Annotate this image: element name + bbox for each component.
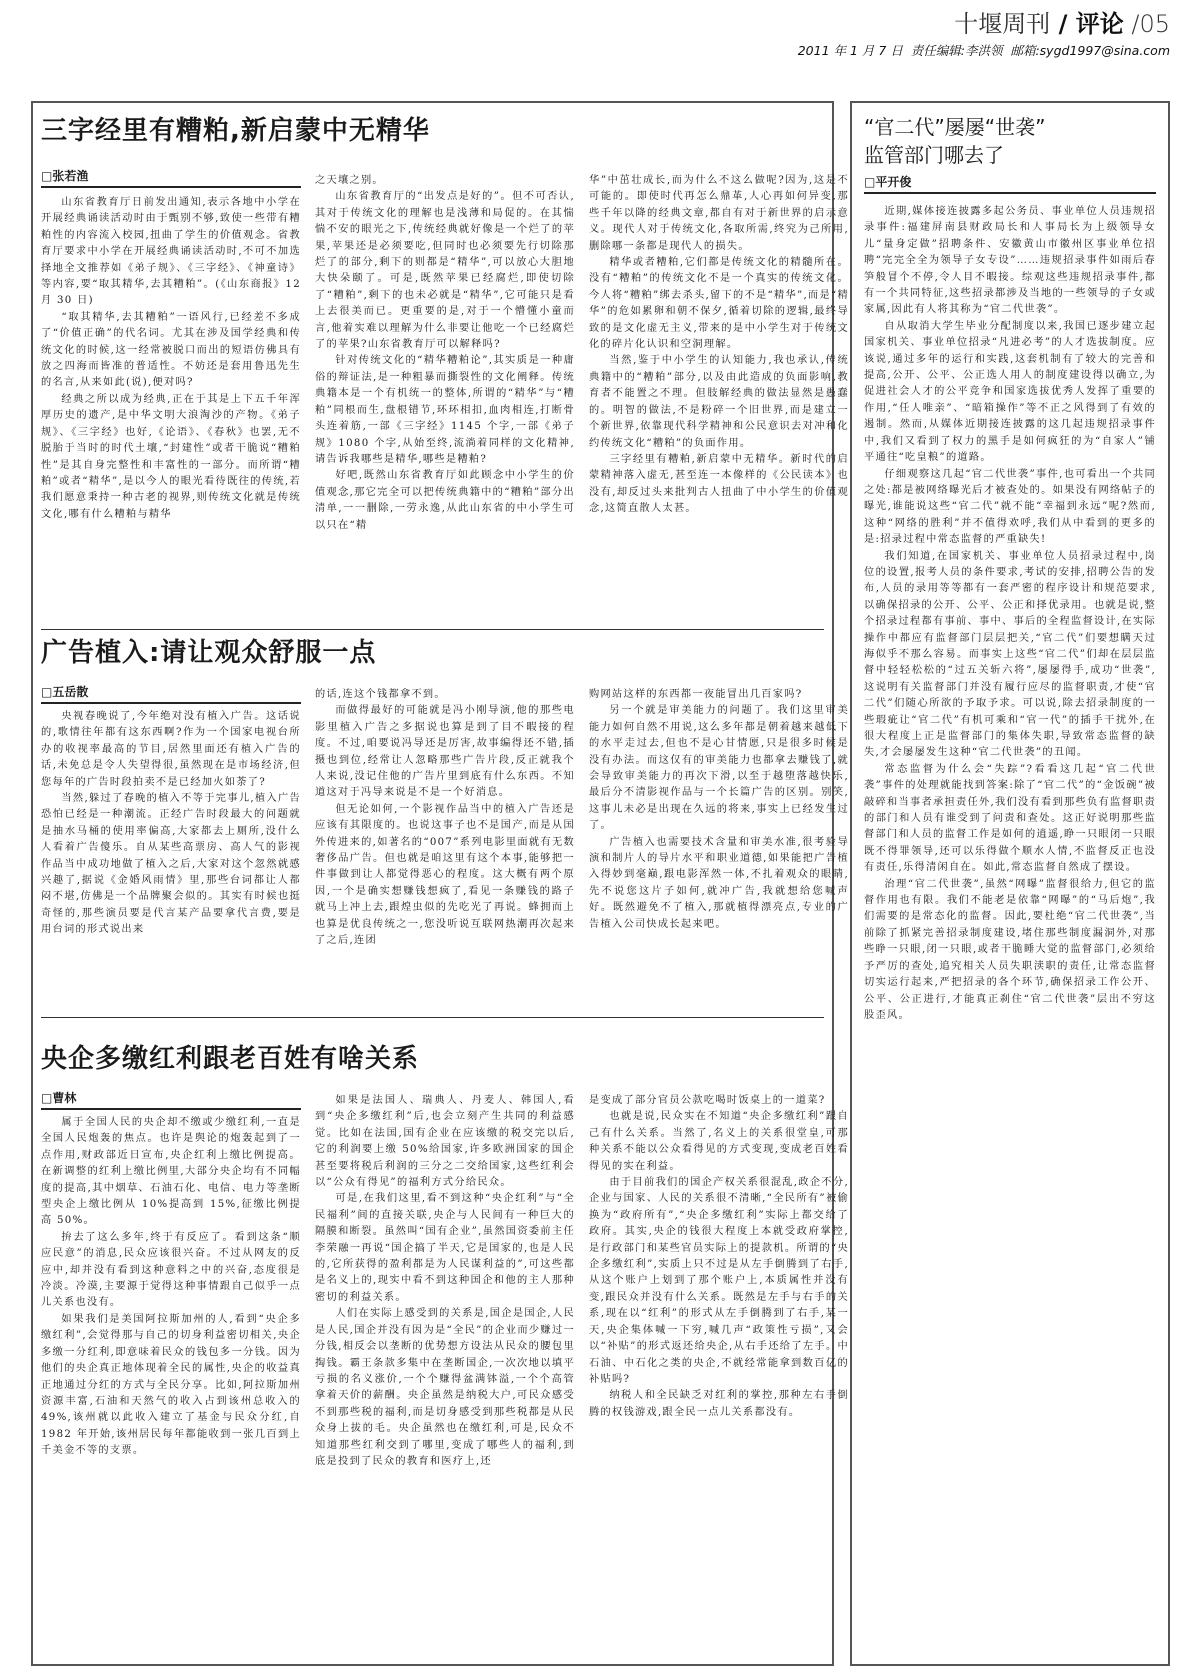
paragraph: 广告植入也需要技术含量和审美水准,很考验导演和制片人的导片水平和职业道德,如果能把广告植入得妙到毫巅,跟电影浑然一体,不扎着观众的眼睛,先不说您这片子如何,就冲广告,我就想给您喊声好。既然避免不了植入,那就植得漂亮点,专业的广告植入公司快成长起来吧。 — [589, 836, 849, 930]
paper-name: 十堰周刊 — [954, 10, 1051, 38]
main-articles-panel — [31, 101, 849, 1666]
article-byline: □五岳散 — [41, 683, 301, 704]
sidebar-body — [864, 204, 1156, 1674]
paragraph: 拚去了这么多年,终于有反应了。看到这条“顺应民意”的消息,民众应该很兴奋。不过从网友的反应中,却并没有看到这种意料之中的兴奋,态度很是冷淡。冷漠,主要源于觉得这种事情跟自己似乎一点儿关系也没有。 — [41, 1231, 301, 1309]
text-column — [315, 173, 575, 615]
paragraph: 的话,连这个钱都拿不到。 — [315, 689, 446, 700]
masthead — [798, 4, 1170, 59]
text-column — [315, 1093, 575, 1655]
paragraph: 精华或者糟粕,它们都是传统文化的精髓所在。没有“糟粕”的传统文化不是一个真实的传统文化。今人将“糟粕”绑去杀头,留下的不是“精华”,而是“精华”的危如累卵和朝不保夕,循着切除的逻辑,最终导致的是文化虚无主义,带来的是中小学生对于传统文化的碎片化认识和空洞理解。 — [589, 257, 849, 351]
paragraph: “取其精华,去其糟粕”一语风行,已经差不多成了“价值正确”的代名词。尤其在涉及国学经典和传统文化的时候,这一经常被脱口而出的短语仿佛具有放之四海而皆准的普适性。不妨还是套用鲁迅先生的名言,从来如此(说),便对吗? — [41, 311, 301, 389]
paragraph: 自从取消大学生毕业分配制度以来,我国已逐步建立起国家机关、事业单位招录“凡进必考”的人才选拔制度。应该说,通过多年的运行和实践,这套机制有了较大的完善和提高,公开、公平、公正选人用人的制度建设得以确立,为促进社会人才的公平竞争和国家选拔优秀人发挥了重要的作用,“任人唯亲”、“暗箱操作”等不正之风得到了有效的遏制。然而,从媒体近期接连披露的这几起违规招录事件中,我们又看到了权力的黑手是如何疯狂的为“自家人”铺平通往“吃皇粮”的道路。 — [864, 320, 1156, 464]
paragraph: 如果是法国人、瑞典人、丹麦人、韩国人,看到“央企多缴红利”后,也会立刻产生共同的利益感觉。比如在法国,国有企业在应该缴的税交完以后,它的利润要上缴 50%给国家,许多欧洲国家的国企甚至要将税后利润的三分之二交给国家,这些红利会以“公众有得见”的福利方式分给民众。 — [315, 1095, 575, 1189]
article-divider — [41, 629, 824, 630]
paragraph: 常态监督为什么会“失踪”?看看这几起“官二代世袭”事件的处理就能找到答案:除了“官二代”的“金饭碗”被敲碎和当事者承担责任外,我们没有看到那些负有监督职责的部门和人员有谁受到了问责和查处。这正好说明那些监督部门和人员的监督工作是如何的逍遥,睁一只眼闭一只眼既不得罪领导,还可以乐得做个顺水人情,不监督反正也没有责任,乐得清闲自在。如此,常态监督自然成了摆设。 — [864, 763, 1156, 874]
text-column — [589, 1093, 849, 1655]
paragraph: 经典之所以成为经典,正在于其是上下五千年浑厚历史的遗产,是中华文明大浪淘沙的产物。《弟子规》、《三字经》也好,《论语》、《春秋》也罢,无不脱胎于当时的时代土壤,“封建性”或者干脆说“糟粕性”是其自身完整性和丰富性的一部分。而所谓“糟粕”或者“精华”,是以今人的眼光看待既往的传统,若我们愿意秉持一种古老的视界,则传统文化就是传统文化,哪有什么糟粕与精华 — [41, 393, 301, 520]
paragraph: 山东省教育厅日前发出通知,表示各地中小学在开展经典诵读活动时由于甄别不够,致使一些带有糟粕性的内容流入校园,扭曲了学生的价值观念。省教育厅要求中小学在开展经典诵读活动时,不可不加选择地全文推荐如《弟子规》、《三字经》、《神童诗》等内容,要“取其精华,去其糟粕”。(《山东商报》12 月 30 日) — [41, 197, 301, 307]
paragraph: 好吧,既然山东省教育厅如此顾念中小学生的价值观念,那它完全可以把传统典籍中的“糟粕”部分出清单,一一删除,一劳永逸,从此山东省的中小学生可以只在“精 — [315, 470, 575, 531]
paragraph: 针对传统文化的“精华糟粕论”,其实质是一种庸俗的辩证法,是一种粗暴而撕裂性的文化阐释。传统典籍本是一个有机统一的整体,所谓的“精华”与“糟粕”同根而生,盘根错节,环环相扣,血肉相连,打断骨头连着筋,一部《三字经》1145 个字,一部《弟子规》1080 个字,从始至终,流淌着同样的文化精神,请告诉我哪些是精华,哪些是糟粕? — [315, 355, 575, 465]
paragraph: 华”中茁壮成长,而为什么不这么做呢?因为,这是不可能的。即使时代再怎么鼎革,人心再如何异变,那些千年以降的经典文章,都自有对于新世界的启示意义。现代人对于传统文化,各取所需,终究为己所用,删除哪一条都是现代人的损失。 — [589, 175, 849, 252]
paragraph: 人们在实际上感受到的关系是,国企是国企,人民是人民,国企并没有因为是“全民”的企业而少赚过一分钱,相反会以垄断的优势想方设法从民众的腰包里掏钱。霸王条款多集中在垄断国企,一次次地以填平亏损的名义涨价,一个个赚得盆满钵溢,一个个高管拿着天价的薪酬。央企虽然是纳税大户,可民众感受不到那些税的福利,而是切身感受到那些税都是从民众身上拔的毛。央企虽然也在缴红利,可是,民众不知道那些红利交到了哪里,变成了哪些人的福利,到底是投到了民众的教育和医疗上,还 — [315, 1308, 575, 1467]
paragraph: 如果我们是美国阿拉斯加州的人,看到“央企多缴红利”,会觉得那与自己的切身利益密切相关,央企多缴一分红利,即意味着民众的钱包多一分钱。因为他们的央企真正地体现着全民的属性,央企的收益真正地通过分红的方式与全民分享。比如,阿拉斯加州资源丰富,石油和天然气的收入占到该州总收入的 49%,该州就以此收入建立了基金与民众分红,自 1982 年开始,该州居民每年都能收到一张几百到上千美金不等的支票。 — [41, 1313, 301, 1457]
sidebar-byline: □平开俊 — [864, 173, 1156, 194]
page-number: /05 — [1123, 10, 1170, 38]
text-column — [41, 709, 301, 1004]
title-separator: / — [1050, 10, 1076, 38]
sidebar-article-panel — [850, 101, 1170, 1666]
paragraph: 央视春晚说了,今年绝对没有植入广告。这话说的,歌情往年都有这东西啊?作为一个国家电视台所办的收视率最高的节目,居然里面还有植入广告的话,未免总是令人失望得很,虽然现在是市场经济,但您每年的广告时段拍卖不是已经加火如荼了? — [41, 711, 301, 788]
paragraph: 由于目前我们的国企产权关系很混乱,政企不分,企业与国家、人民的关系很不清晰,“全民所有”被偷换为“政府所有”,“央企多缴红利”实际上都交给了政府。其实,央企的钱很大程度上本就受政府掌控,是行政部门和某些官员实际上的提款机。所谓的“央企多缴红利”,实质上只不过是从左手倒腾到了右手,从这个账户上划到了那个账户上,本质属性并没有变,跟民众并没有什么关系。既然是左手与右手的关系,现在以“红利”的形式从左手倒腾到了右手,某一天,央企集体喊一下穷,喊几声“政策性亏损”,又会以“补贴”的形式返还给央企,从右手还给了左手。中石油、中石化之类的央企,不就经常能拿到数百亿的补贴吗? — [589, 1177, 849, 1385]
paragraph: 购网站这样的东西都一夜能冒出几百家吗? — [589, 689, 803, 700]
article-byline: □张若渔 — [41, 167, 301, 188]
paragraph: 是变成了部分官员公款吃喝时饭桌上的一道菜? — [589, 1095, 826, 1106]
paragraph: 可是,在我们这里,看不到这种“央企红利”与“全民福利”间的直接关联,央企与人民间有一种巨大的隔膜和断裂。虽然叫“国有企业”,虽然国资委前主任李荣融一再说“国企搞了半天,它是国家的,也是人民的,它所获得的盈利都是为人民谋利益的”,可这些都是名义上的,现实中看不到这种国企和他的主人那种密切的利益关系。 — [315, 1193, 575, 1303]
issue-date: 2011 年 1 月 7 日 — [797, 43, 903, 58]
text-column — [41, 1115, 301, 1655]
paragraph: 当然,躲过了春晚的植入不等于完事儿,植入广告恐怕已经是一种潮流。正经广告时段最大的问题就是抽水马桶的使用率偏高,大家都去上厕所,没什么人看着广告傻乐。自从某些高票房、高人气的影视作品当中成功地做了植入之后,大家对这个忽然就感兴趣了,据说《金婚风雨情》里,那些台词都让人都闷不堪,仿佛是一个品牌聚会似的。其实有时候也挺奇怪的,那些演员要是代言某产品要拿代言费,要是用台词的形式说出来 — [41, 793, 301, 936]
article-headline: 广告植入:请让观众舒服一点 — [41, 638, 377, 668]
paragraph: 而做得最好的可能就是冯小刚导演,他的那些电影里植入广告之多据说也算是到了目不暇接的程度。不过,咱要说冯导还是厉害,故事编得还不错,插摄也到位,经常让人忽略那些广告片段,反正就我个人来说,没记住他的广告片里到底有什么东西。不知道这对于冯导来说是不是一个好消息。 — [315, 705, 575, 799]
article-divider — [41, 1017, 824, 1018]
paragraph: 另一个就是审美能力的问题了。我们这里审美能力如何自然不用说,这么多年都是朝着越来越低下的水平走过去,但也不是心甘情愿,只是很多时候是没有办法。而这仅有的审美能力也都拿去赚钱了,就会导致审美能力的再次下滑,以至于越堕落越快乐,最后分不清影视作品与一个长篇广告的区别。别笑,这事儿未必是出现在久远的将来,事实上已经发生过了。 — [589, 705, 849, 832]
paragraph: 属于全国人民的央企却不缴或少缴红利,一直是全国人民炮轰的焦点。也许是舆论的炮轰起到了一点作用,财政部近日宣布,央企红利上缴比例提高。在新调整的红利上缴比例里,大部分央企均有不同幅度的提高,其中烟草、石油石化、电信、电力等垄断型央企上缴比例从 10%提高到 15%,征缴比例提高 50%。 — [41, 1117, 301, 1227]
paragraph: 纳税人和全民缺乏对红利的掌控,那种左右手倒腾的权钱游戏,跟全民一点儿关系都没有。 — [589, 1390, 849, 1418]
sidebar-headline — [864, 113, 1156, 169]
editor: 责任编辑:李洪领 — [910, 43, 1003, 58]
paragraph: 但无论如何,一个影视作品当中的植入广告还是应该有其限度的。也说这事子也不是国产,而是从国外传进来的,如著名的“007”系列电影里面就有无数奢侈品广告。但也就是咱这里有这个本事,能够把一件事做到让人都觉得恶心的程度。这大概有两个原因,一个是确实想赚钱想疯了,看见一条赚钱的路子就马上冲上去,跟煌虫似的先吃光了再说。蜂拥而上也算是优良传统之一,您没听说互联网热潮再次起来了之后,连团 — [315, 803, 575, 947]
paragraph: 三字经里有糟粕,新启蒙中无精华。新时代的启蒙精神落入虚无,甚至连一本像样的《公民读本》也没有,却反过头来批判古人扭曲了中小学生的价值观念,这简直散人太甚。 — [589, 453, 849, 515]
paragraph: 我们知道,在国家机关、事业单位人员招录过程中,岗位的设置,报考人员的条件要求,考试的安排,招聘公告的发布,人员的录用等等都有一套严密的程序设计和规范要求,以确保招录的公开、公平、公正和择优录用。也就是说,整个招录过程都有事前、事中、事后的全程监督设计,在实际操作中都应有监督部门层层把关,“官二代”们要想瞒天过海似乎不那么容易。而事实上这些“官二代”们却在层层监督中轻轻松松的“过五关斩六将”,屡屡得手,成功“世袭”,这说明有关监督部门并没有履行应尽的监督职责,才使“官二代”们随心所欲的予取予求。可以说,除去招录制度的一些瑕疵让“官二代”有机可乘和“官一代”的插手干扰外,在很大程度上正是监督部门的集体失职,导致常态监督的缺失,才会屡屡发生这种“官二代世袭”的丑闻。 — [864, 550, 1156, 759]
article-headline: 三字经里有糟粕,新启蒙中无精华 — [41, 116, 430, 146]
sidebar-headline-line: “官二代”屡屡“世袭” — [864, 115, 1046, 139]
paragraph: 近期,媒体接连披露多起公务员、事业单位人员违规招录事件:福建屏南县财政局长和人事局长为上级领导女儿“量身定做”招聘条件、安徽黄山市徽州区事业单位招聘“完完全全为领导子女专设”……违规招录事件如雨后春笋般冒个不停,令人目不暇接。综观这些违规招录事件,都有一个共同特征,这些招录都涉及当地的一些领导的子女或家属,因此有人将其称为“官二代世袭”。 — [864, 206, 1156, 316]
text-column — [41, 195, 301, 615]
paragraph: 之天壤之别。 — [315, 175, 384, 186]
text-column — [589, 687, 849, 1004]
paragraph: 当然,鉴于中小学生的认知能力,我也承认,传统典籍中的“糟粕”部分,以及由此造成的负面影响,教育者不能置之不理。但肢解经典的做法显然是愚蠢的。明智的做法,不是粉碎一个旧世界,而是建立一个新世界,依靠现代科学精神和公民意识去对冲和化约传统文化“糟粕”的负面作用。 — [589, 355, 849, 449]
editor-email: 邮箱:sygd1997@sina.com — [1010, 43, 1170, 58]
text-column — [315, 687, 575, 1004]
text-column — [589, 173, 849, 615]
article-headline: 央企多缴红利跟老百姓有啥关系 — [41, 1044, 420, 1074]
paragraph: 仔细观察这几起“官二代世袭”事件,也可看出一个共同之处:都是被网络曝光后才被查处的。如果没有网络帖子的曝光,谁能说这些“官二代”就不能“幸福到永远”呢?然而,这种“网络的胜利”并不值得欢呼,我们从中看到的更多的是:招录过程中常态监督的严重缺失! — [864, 468, 1156, 546]
article-byline: □曹林 — [41, 1089, 301, 1110]
section-name: 评论 — [1075, 10, 1124, 38]
issue-info — [798, 41, 1170, 59]
paragraph: 治理“官二代世袭”,虽然“网曝”监督很给力,但它的监督作用也有限。我们不能老是依靠“网曝”的“马后炮”,我们需要的是常态化的监督。因此,要杜绝“官二代世袭”,当前除了抓紧完善招录制度建设,堵住那些制度漏洞外,对那些睁一只眼,闭一只眼,或者干脆睡大觉的监督部门,必须给予严厉的查处,追究相关人员失职渎职的责任,让常态监督切实运行起来,严把招录的各个环节,确保招录工作公开、公平、公正进行,才能真正刹住“官二代世袭”层出不穷这股歪风。 — [864, 878, 1156, 1021]
paragraph: 也就是说,民众实在不知道“央企多缴红利”跟自己有什么关系。当然了,名义上的关系很堂皇,可那种关系不能以公众看得见的方式变现,变成老百姓看得见的实在利益。 — [589, 1111, 849, 1172]
paragraph: 山东省教育厅的“出发点是好的”。但不可否认,其对于传统文化的理解也是浅薄和局促的。在其惴惴不安的眼光之下,传统经典就好像是一个烂了的苹果,苹果还是必须要吃,但同时也必须要先行切除那烂了的部分,剩下的则都是“精华”,可以放心大胆地大快朵颐了。可是,既然苹果已经腐烂,即使切除了“糟粕”,剩下的也未必就是“精华”,它可能只是看上去很美而已。更重要的是,对于一个懵懂小童而言,他着实难以理解为什么非要让他吃一个已经腐烂了的苹果?山东省教育厅可以解释吗? — [315, 191, 575, 351]
sidebar-article — [864, 113, 1156, 1674]
publication-title — [798, 4, 1170, 39]
sidebar-headline-line: 监管部门哪去了 — [864, 143, 1004, 167]
